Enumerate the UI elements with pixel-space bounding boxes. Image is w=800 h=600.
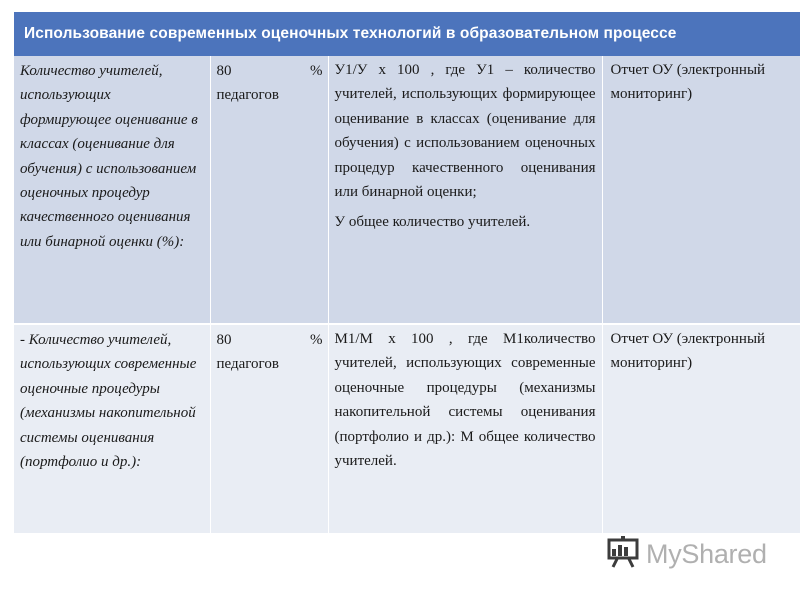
formula-text: У1/У х 100 , где У1 – количество учителей, использующих формирующее оценивание в классах (оценивание для обучения) с использованием оценочных процедур качественного оценивания или бинарной оценки; <box>334 62 596 201</box>
target-value-cell <box>210 56 328 324</box>
table-row <box>14 324 800 534</box>
criterion-cell: - Количество учителей, использующих современные оценочные процедуры (механизмы накопительной системы оценивания (портфолио и др.): <box>14 324 210 534</box>
formula-text: М1/М х 100 , где М1количество учителей, использующих современные оценочные процедуры (механизмы накопительной системы оценивания (портфолио и др.): М общее количество учителей. <box>334 331 596 470</box>
myshared-logo[interactable] <box>606 534 776 574</box>
logo-text: MyShared <box>646 538 767 569</box>
presentation-board-icon <box>606 535 640 574</box>
criterion-cell: Количество учителей, использующих формирующее оценивание в классах (оценивание для обучения) с использованием оценочных процедур качественного оценивания или бинарной оценки (%): <box>14 56 210 324</box>
header-bar <box>14 12 800 56</box>
target-value-label: педагогов <box>216 87 279 104</box>
formula-cell <box>328 324 602 534</box>
target-value-label: педагогов <box>216 356 279 373</box>
source-cell: Отчет ОУ (электронный мониторинг) <box>602 56 800 324</box>
page-title: Использование современных оценочных технологий в образовательном процессе <box>24 25 677 42</box>
target-value-number: 80 <box>216 63 232 79</box>
table-row <box>14 56 800 324</box>
formula-note: У общее количество учителей. <box>334 214 531 231</box>
target-value-unit: % <box>310 63 323 79</box>
source-cell: Отчет ОУ (электронный мониторинг) <box>602 324 800 534</box>
target-value-cell <box>210 324 328 534</box>
target-value-number: 80 <box>216 332 232 348</box>
formula-cell <box>328 56 602 324</box>
target-value-unit: % <box>310 332 323 348</box>
criteria-table <box>14 56 800 535</box>
